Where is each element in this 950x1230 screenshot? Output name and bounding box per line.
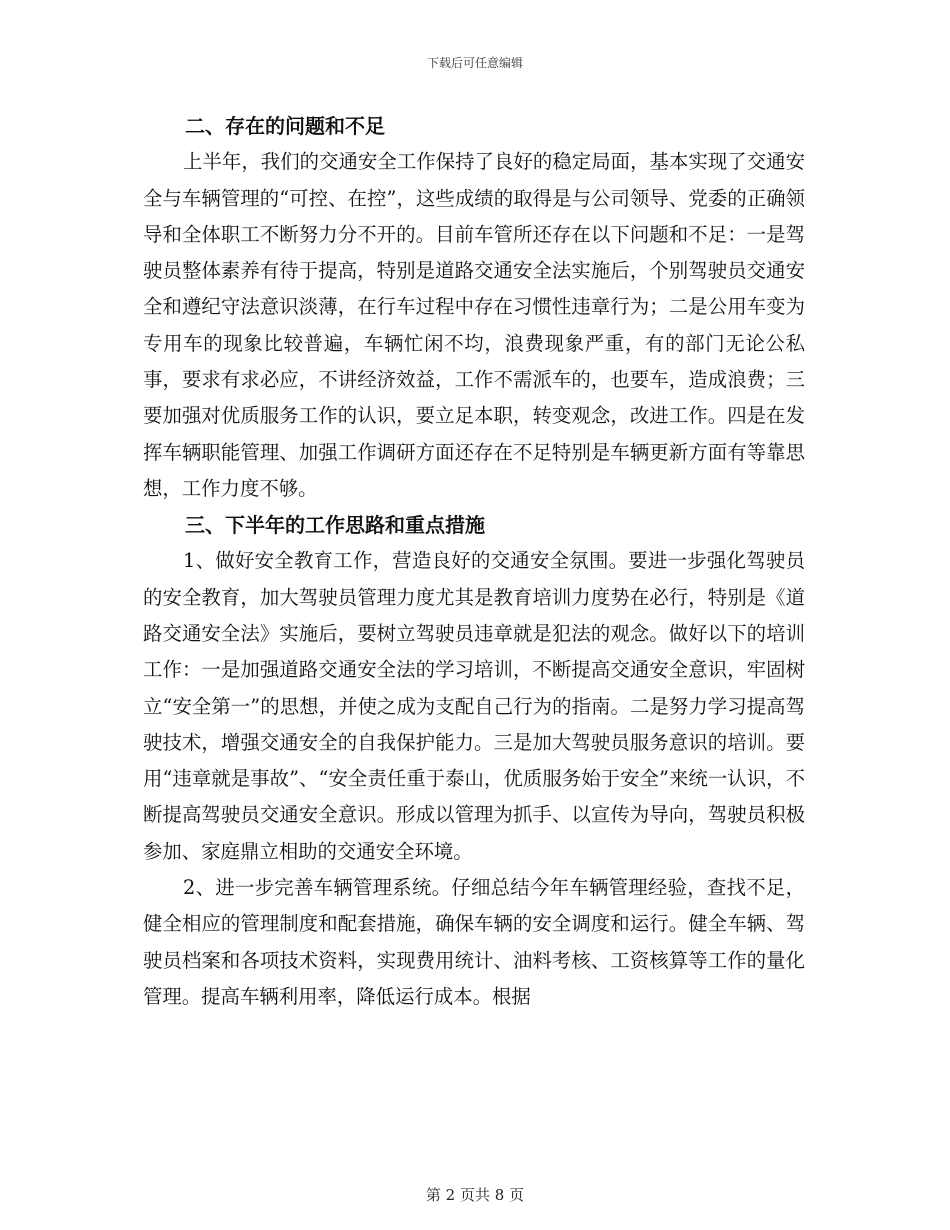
paragraph: 上半年，我们的交通安全工作保持了良好的稳定局面，基本实现了交通安全与车辆管理的“可控、在控”，这些成绩的取得是与公司领导、党委的正确领导和全体职工不断努力分不开的。目前车管所还存在以下问题和不足：一是驾驶员整体素养有待于提高，特别是道路交通安全法实施后，个别驾驶员交通安全和遵纪守法意识淡薄，在行车过程中存在习惯性违章行为；二是公用车变为专用车的现象比较普遍，车辆忙闲不均，浪费现象严重，有的部门无论公私事，要求有求必应，不讲经济效益，工作不需派车的，也要车，造成浪费；三要加强对优质服务工作的认识，要立足本职，转变观念，改进工作。四是在发挥车辆职能管理、加强工作调研方面还存在不足特别是车辆更新方面有等靠思想，工作力度不够。 — [143, 150, 805, 500]
document-body — [143, 108, 805, 1015]
paragraph: 2、进一步完善车辆管理系统。仔细总结今年车辆管理经验，查找不足，健全相应的管理制度和配套措施，确保车辆的安全调度和运行。健全车辆、驾驶员档案和各项技术资料，实现费用统计、油料考核、工资核算等工作的量化管理。提高车辆利用率，降低运行成本。根据 — [143, 876, 805, 1008]
page-number: 第 2 页共 8 页 — [425, 1186, 525, 1204]
paragraph: 1、做好安全教育工作，营造良好的交通安全氛围。要进一步强化驾驶员的安全教育，加大驾驶员管理力度尤其是教育培训力度势在必行，特别是《道路交通安全法》实施后，要树立驾驶员违章就是犯法的观念。做好以下的培训工作：一是加强道路交通安全法的学习培训，不断提高交通安全意识，牢固树立“安全第一”的思想，并使之成为支配自己行为的指南。二是努力学习提高驾驶技术，增强交通安全的自我保护能力。三是加大驾驶员服务意识的培训。要用“违章就是事故”、“安全责任重于泰山，优质服务始于安全”来统一认识，不断提高驾驶员交通安全意识。形成以管理为抓手、以宣传为导向，驾驶员积极参加、家庭鼎立相助的交通安全环境。 — [143, 549, 805, 863]
section-heading: 二、存在的问题和不足 — [185, 114, 385, 138]
section-heading: 三、下半年的工作思路和重点措施 — [185, 513, 485, 538]
page-header: 下载后可任意编辑 — [426, 56, 523, 70]
